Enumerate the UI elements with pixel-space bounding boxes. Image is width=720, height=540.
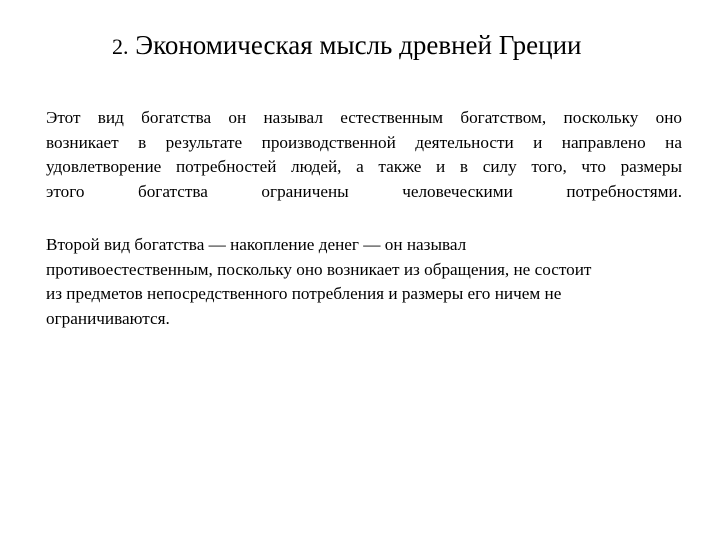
paragraph-money-wealth xyxy=(46,233,696,331)
slide-title xyxy=(112,27,692,65)
title-number: 2. xyxy=(112,34,129,59)
paragraph-line: из предметов непосредственного потребления и размеры его ничем не xyxy=(46,284,562,303)
paragraph-line: Этот вид богатства он называл естественным богатством, поскольку оно xyxy=(46,108,682,127)
paragraph-line: возникает в результате производственной деятельности и направлено на xyxy=(46,132,682,152)
paragraph-natural-wealth xyxy=(46,106,682,204)
title-text: Экономическая мысль древней Греции xyxy=(135,30,582,60)
paragraph-line: этого богатства ограничены человеческими потребностями. xyxy=(46,181,682,201)
paragraph-line: удовлетворение потребностей людей, а также и в силу того, что размеры xyxy=(46,157,682,176)
paragraph-line: Второй вид богатства — накопление денег — он называл xyxy=(46,235,467,254)
paragraph-line: противоестественным, поскольку оно возникает из обращения, не состоит xyxy=(46,259,592,279)
paragraph-line: ограничиваются. xyxy=(46,308,170,328)
